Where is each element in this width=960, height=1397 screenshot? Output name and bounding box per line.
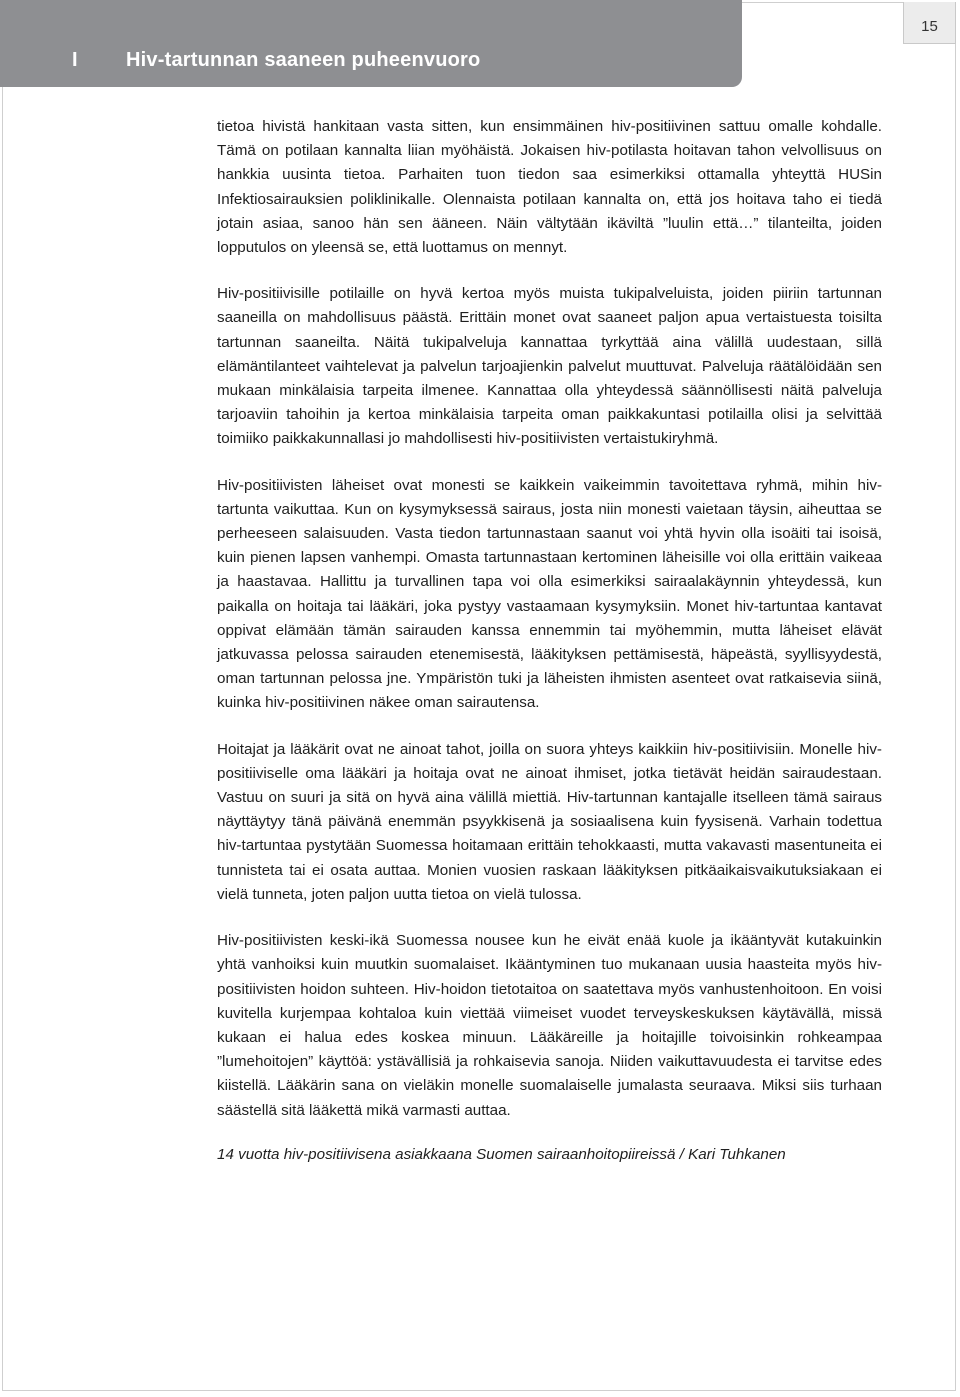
paragraph-3: Hiv-positiivisten läheiset ovat monesti se kaikkein vaikeimmin tavoitettava ryhmä, mihin hiv-tartunta vaikuttaa. Kun on kysymyksessä sairaus, josta niin monesti vaietaan täysin, aiheuttaa se perheeseen salaisuuden. Vasta tiedon tartunnastaan saanut voi yhtä hyvin olla isoäiti tai isoisä, kuin pienen lapsen vanhempi. Omasta tartunnastaan kertominen läheisille voi olla erittäin vaikeaa ja haastavaa. Hallittu ja turvallinen tapa voi olla esimerkiksi sairaalakäynnin yhteydessä, kun paikalla on hoitaja tai lääkäri, joka pystyy vastaamaan kysymyksiin. Monet hiv-tartuntaa kantavat oppivat elämään tämän sairauden kanssa ennemmin tai myöhemmin, mutta läheiset elävät jatkuvassa pelossa sairauden etenemisestä, lääkityksen pettämisestä, häpeästä, syyllisyydestä, oman tartunnan pelossa jne. Ympäristön tuki ja läheisten ihmisten asenteet ovat ratkaisevia siinä, kuinka hiv-positiivinen näkee oman sairautensa.: [217, 476, 882, 712]
paragraph-5: Hiv-positiivisten keski-ikä Suomessa nousee kun he eivät enää kuole ja ikääntyvät kutakuinkin yhtä vanhoiksi kuin muutkin suomalaiset. Ikääntyminen tuo mukanaan uusia haasteita myös hiv-positiivisten hoidon suhteen. Hiv-hoidon tietotaitoa on saatettava myös vanhustenhoitoon. En voisi kuvitella kurjempaa kohtaloa kuin viettää viimeiset vuodet terveyskeskuksen käytävällä, missä kukaan ei halua edes koskea minuun. Lääkäreille ja hoitajille toivoisinkin rohkeampaa ”lumehoitojen” käyttöä: ystävällisiä ja rohkaisevia sanoja. Niiden vaikuttavuudesta ei tarvitse edes kiistellä. Lääkärin sana on vieläkin monelle suomalaiselle jumalasta seuraava. Miksi siis turhaan säästellä sitä lääkettä mikä varmasti auttaa.: [217, 932, 882, 1119]
paragraph-2: Hiv-positiivisille potilaille on hyvä kertoa myös muista tukipalveluista, joiden piiriin tartunnan saaneilla on mahdollisuus päästä. Erittäin monet ovat saaneet paljon apua vertaistuesta toisilta tartunnan saaneilta. Näitä tukipalveluja kannattaa tyrkyttää aina välillä uudestaan, sillä elämäntilanteet vaihtelevat ja palvelun tarjoajienkin palvelut muuttuvat. Palveluja räätälöidään sen mukaan minkälaisia tarpeita ilmenee. Kannattaa olla yhteydessä säännöllisesti näitä palveluja tarjoaviin tahoihin ja kertoa minkälaisia tarpeita oman paikkakuntasi potilailla olisi ja selvittää toimiiko paikkakunnallasi jo mahdollisesti hiv-positiivisten vertaistukiryhmä.: [217, 285, 882, 448]
page-number: 15: [921, 18, 938, 35]
page-number-tab: [903, 2, 956, 44]
paragraph-4: Hoitajat ja lääkärit ovat ne ainoat tahot, joilla on suora yhteys kaikkiin hiv-positiivisiin. Monelle hiv-positiiviselle oma lääkäri ja hoitaja ovat ne ainoat ihmiset, jotka tietävät heidän sairaudestaan. Vastuu on suuri ja sitä on hyvä aina välillä miettiä. Hiv-tartunnan kantajalle itselleen tämä sairaus näyttäytyy tänä päivänä enemmän psyykkisenä ja sosiaalisena kuin fyysisenä. Varhain todettua hiv-tartuntaa pystytään Suomessa hoitamaan erittäin tehokkaasti, mutta vakavasti masentuneita ei tunnisteta tai ei osata auttaa. Monien vuosien raskaan lääkityksen pitkäaikaisvaikutuksiakaan ei vielä tunneta, joten paljon uutta tietoa on vielä tulossa.: [217, 740, 882, 903]
source-attribution: 14 vuotta hiv-positiivisena asiakkaana Suomen sairaanhoitopiireissä / Kari Tuhkanen: [217, 1145, 786, 1163]
body-text: [217, 115, 882, 1167]
paragraph-1: tietoa hivistä hankitaan vasta sitten, kun ensimmäinen hiv-positiivinen sattuu omalle kohdalle. Tämä on potilaan kannalta liian myöhäistä. Jokaisen hiv-potilasta hoitavan tahon velvollisuus on hankkia uusinta tietoa. Parhaiten tuon tiedon saa esimerkiksi ottamalla yhteyttä HUSin Infektiosairauksien poliklinikalle. Olennaista potilaan kannalta on, että jos hoitava taho ei tiedä jotain asiaa, sanoo hän sen ääneen. Näin vältytään ikäviltä ”luulin että…” tilanteilta, joiden lopputulos on yleensä se, että luottamus on mennyt.: [217, 118, 882, 257]
chapter-header: [0, 0, 742, 87]
chapter-number: I: [72, 49, 78, 71]
chapter-title: Hiv-tartunnan saaneen puheenvuoro: [126, 49, 481, 71]
